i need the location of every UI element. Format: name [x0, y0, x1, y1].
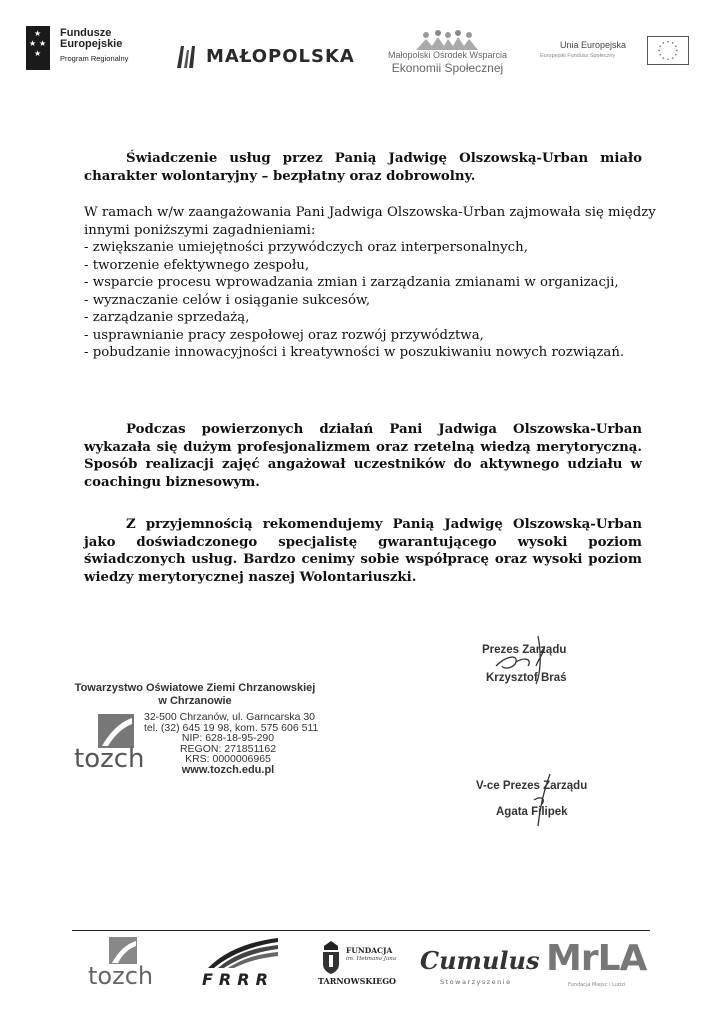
footer-mila-text: MrLA — [546, 938, 647, 979]
fundusze-europejskie-logo — [26, 26, 176, 72]
list-item: - wsparcie procesu wprowadzania zmian i zarządzania zmianami w organizacji, — [84, 275, 619, 290]
footer-fundacja-line3: TARNOWSKIEGO — [318, 976, 397, 986]
footer-frrr-text: FRRR — [202, 970, 274, 989]
footer-tozch-text: tozch — [88, 962, 154, 990]
stamp-logo-text: tozch — [74, 744, 145, 774]
handwritten-signature-icon — [520, 770, 560, 830]
people-figures-icon — [412, 30, 482, 52]
signature-2-name: Agata Filipek — [496, 806, 568, 818]
ue-line1: Unia Europejska — [560, 40, 627, 50]
eu-flag-icon — [647, 36, 689, 65]
paragraph-responsibilities — [84, 204, 656, 362]
stamp-website: www.tozch.edu.pl — [181, 763, 275, 776]
list-item: - wyznaczanie celów i osiąganie sukcesów, — [84, 292, 371, 308]
signature-1-name: Krzysztof Braś — [486, 672, 567, 684]
footer-divider — [72, 930, 650, 931]
stamp-krs: KRS: 0000006965 — [185, 753, 271, 765]
list-item: - pobudzanie innowacyjności i kreatywności w poszukiwaniu nowych rozwiązań. — [84, 345, 625, 360]
stamp-nip: NIP: 628-18-95-290 — [181, 732, 275, 744]
ue-line2: Europejski Fundusz Społeczny — [540, 53, 616, 59]
coat-of-arms-icon — [320, 940, 342, 974]
footer-logo-mila — [546, 938, 650, 994]
stamp-org-line1: Towarzystwo Oświatowe Ziemi Chrzanowskiej — [74, 682, 316, 694]
footer-fundacja-line1: FUNDACJA — [346, 946, 393, 955]
list-item: - usprawnianie pracy zespołowej oraz rozwój przywództwa, — [84, 327, 484, 343]
signature-1-title: Prezes Zarządu — [482, 644, 567, 656]
footer-logo-cumulus — [420, 946, 540, 990]
unia-europejska-logo — [540, 36, 690, 66]
list-item: - zarządzanie sprzedażą, — [84, 310, 250, 325]
eu-funds-star-flag-icon: ★ ★ ★ ★ — [26, 26, 50, 70]
frrr-logo-icon — [206, 936, 280, 968]
mowes-line2: Ekonomii Społecznej — [391, 61, 504, 75]
malopolska-text: MAŁOPOLSKA — [206, 46, 355, 67]
responsibilities-intro-line2: innymi poniższymi zagadnieniami: — [84, 222, 316, 238]
footer-mila-sub: Fundacja Miejsc i Ludzi — [568, 982, 626, 988]
mowes-logo — [380, 30, 515, 74]
malopolska-m-mark-icon — [176, 44, 198, 68]
signature-2-title: V-ce Prezes Zarządu — [476, 780, 588, 792]
fe-line1: Fundusze — [60, 27, 112, 39]
footer-logo-tozch — [86, 936, 166, 996]
stamp-phone: tel. (32) 645 19 98, kom. 575 606 511 — [144, 721, 319, 734]
footer-logo-fundacja — [318, 940, 402, 990]
organization-stamp — [72, 682, 332, 782]
paragraph-recommendation: Z przyjemnością rekomendujemy Panią Jadwigę Olszowską-Urban jako doświadczonego specjalistę gwarantującego wysoki poziom świadczonych usług. Bardzo cenimy sobie współpracę oraz wysoki poziom wiedzy merytorycznej naszej Wolontariuszki. — [84, 517, 642, 585]
fe-line2: Europejskie — [60, 38, 123, 50]
paragraph-volunteer-character: Świadczenie usług przez Panią Jadwigę Olszowską-Urban miało charakter wolontaryjny – bezpłatny oraz dobrowolny. — [84, 151, 642, 184]
footer-cumulus-text: Cumulus — [420, 946, 540, 975]
fe-line3: Program Regionalny — [60, 54, 129, 63]
footer-logo-frrr — [198, 936, 288, 996]
stamp-regon: REGON: 271851162 — [179, 742, 277, 755]
footer-cumulus-sub: Stowarzyszenie — [440, 978, 512, 986]
list-item: - zwiększanie umiejętności przywódczych oraz interpersonalnych, — [84, 240, 528, 255]
list-item: - tworzenie efektywnego zespołu, — [84, 257, 310, 273]
header-logos — [0, 0, 724, 90]
mowes-line1: Małopolski Ośrodek Wsparcia — [387, 50, 508, 60]
stamp-address: 32-500 Chrzanów, ul. Garncarska 30 — [144, 711, 316, 723]
footer-fundacja-line2: im. Hetmana Jana — [346, 956, 397, 962]
stamp-org-line2: w Chrzanowie — [158, 695, 232, 707]
responsibilities-intro-line1: W ramach w/w zaangażowania Pani Jadwiga Olszowska-Urban zajmowała się między — [84, 205, 656, 220]
paragraph-professionalism: Podczas powierzonych działań Pani Jadwiga Olszowska-Urban wykazała się dużym profesjonalizmem oraz rzetelną wiedzą merytoryczną. Sposób realizacji zajęć angażował uczestników do aktywnego udziału w coachingu biznesowym. — [84, 422, 642, 490]
